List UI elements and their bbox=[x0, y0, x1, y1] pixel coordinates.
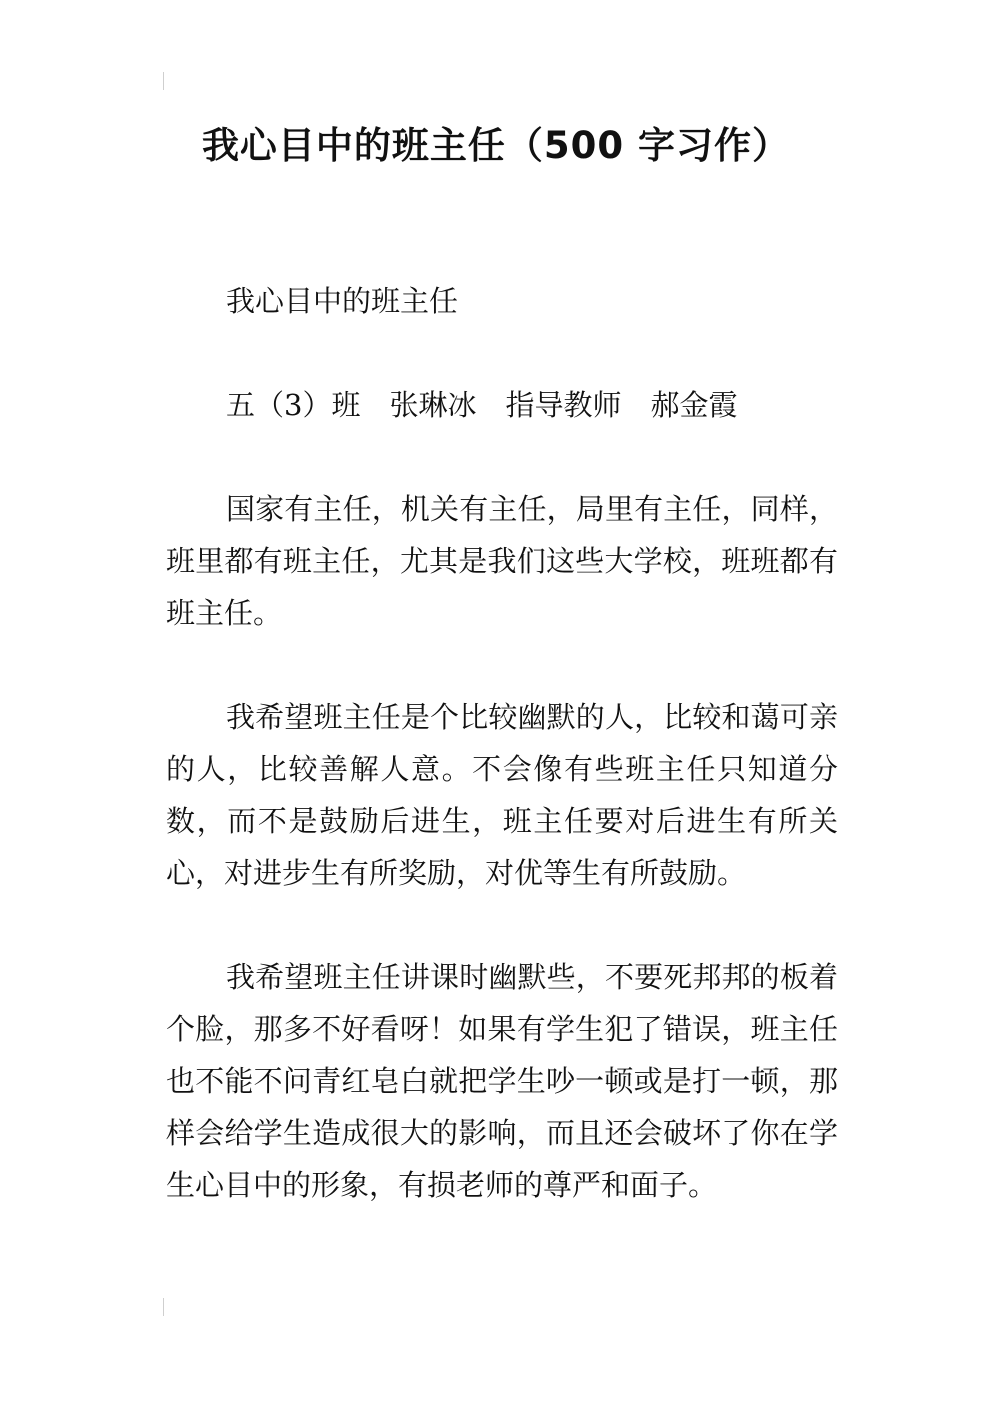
document-body bbox=[166, 275, 838, 1211]
page-corner-mark-bottom bbox=[163, 1298, 164, 1316]
page-corner-mark-top bbox=[163, 72, 164, 90]
document-title: 我心目中的班主任（500 字习作） bbox=[201, 124, 791, 167]
paragraph-3: 我希望班主任讲课时幽默些，不要死邦邦的板着个脸，那多不好看呀！如果有学生犯了错误，班主任也不能不问青红皂白就把学生吵一顿或是打一顿，那样会给学生造成很大的影响，而且还会破坏了你在学生心目中的形象，有损老师的尊严和面子。 bbox=[166, 960, 838, 1202]
author-byline: 五（3）班 张琳冰 指导教师 郝金霞 bbox=[226, 388, 738, 422]
paragraph-2: 我希望班主任是个比较幽默的人，比较和蔼可亲的人，比较善解人意。不会像有些班主任只知道分数，而不是鼓励后进生，班主任要对后进生有所关心，对进步生有所奖励，对优等生有所鼓励。 bbox=[166, 700, 838, 890]
essay-subtitle: 我心目中的班主任 bbox=[226, 284, 459, 318]
paragraph-1: 国家有主任，机关有主任，局里有主任，同样，班里都有班主任，尤其是我们这些大学校，班班都有班主任。 bbox=[166, 492, 838, 630]
